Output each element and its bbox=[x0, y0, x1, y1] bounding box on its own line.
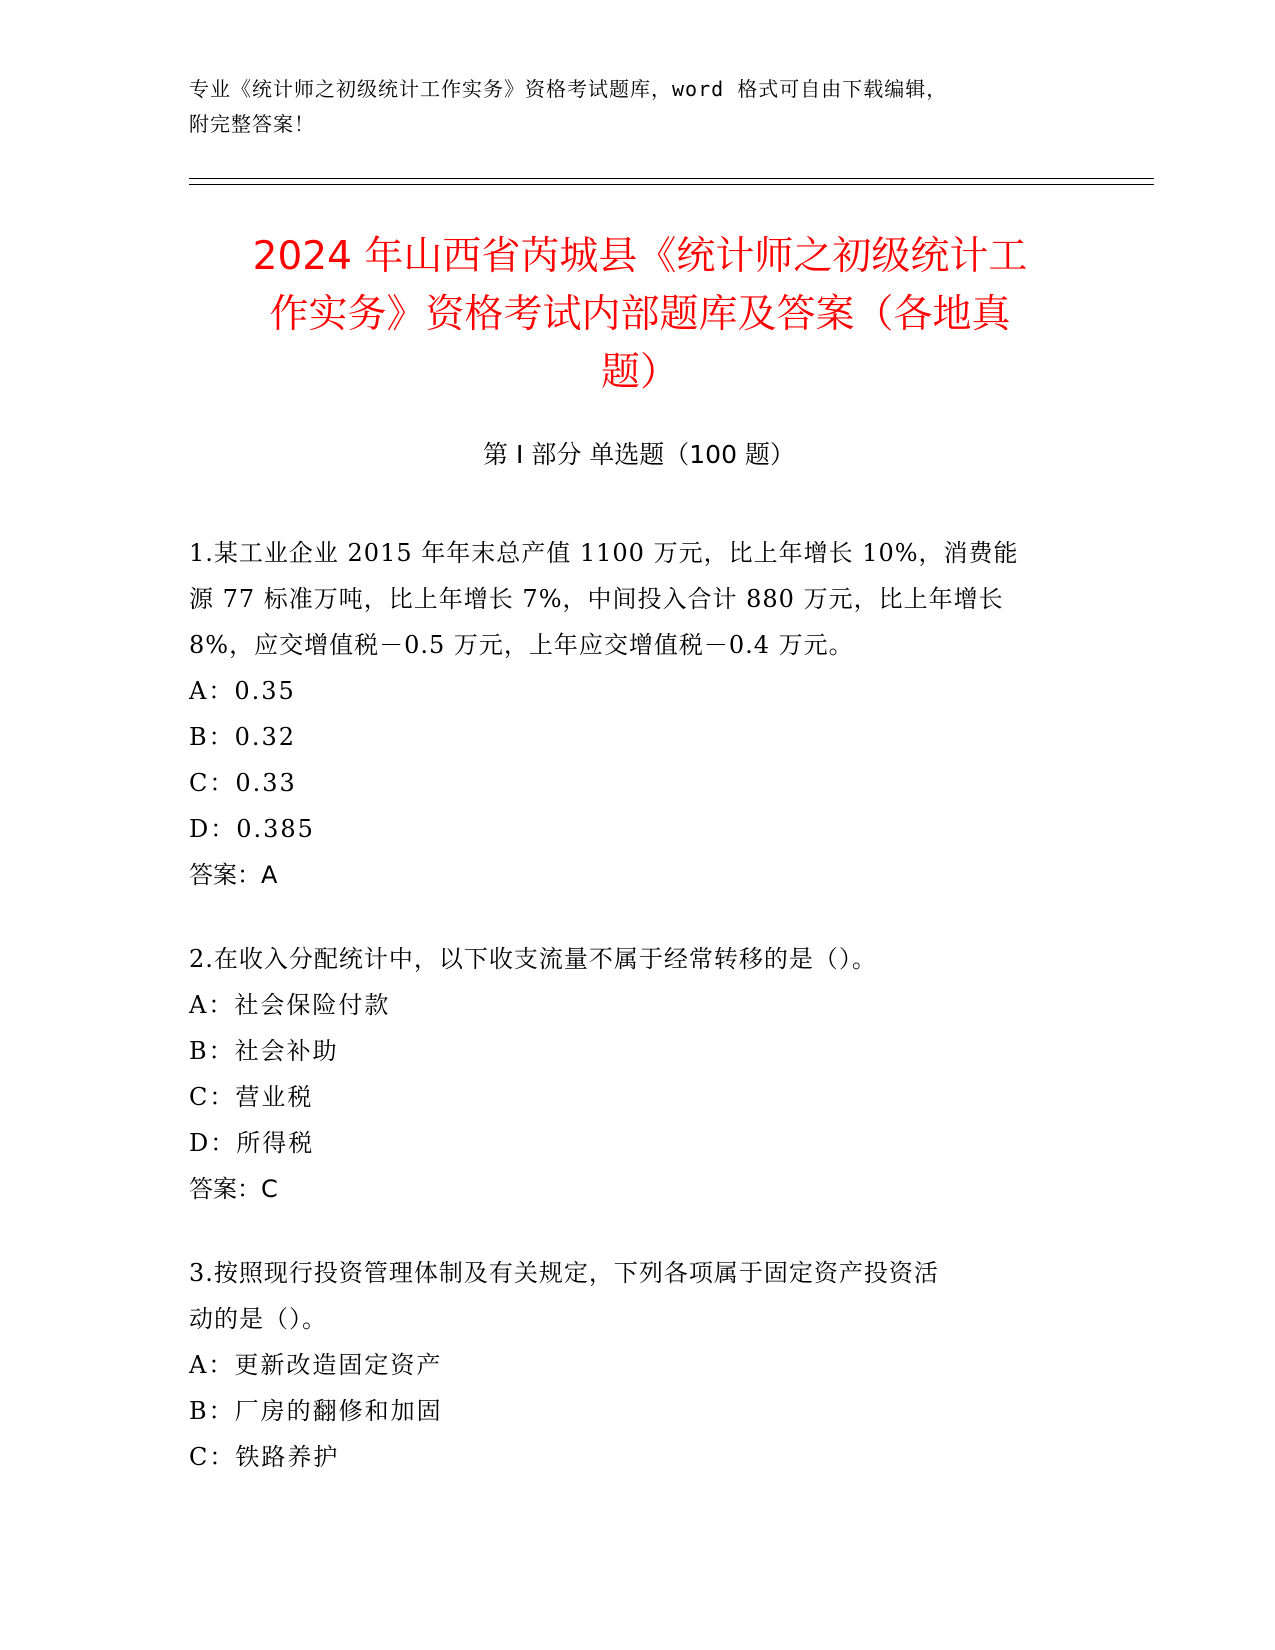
question-3 bbox=[189, 1250, 1079, 1480]
header-divider bbox=[189, 178, 1154, 185]
answer: 答案：C bbox=[189, 1175, 278, 1203]
section-title: 第 I 部分 单选题（100 题） bbox=[483, 440, 795, 469]
option-c: C：铁路养护 bbox=[189, 1443, 340, 1471]
option-b: B：厂房的翻修和加固 bbox=[189, 1397, 443, 1425]
question-stem-line: 2.在收入分配统计中，以下收支流量不属于经常转移的是（）。 bbox=[189, 945, 877, 973]
option-a: A：0.35 bbox=[189, 677, 296, 705]
question-list bbox=[189, 530, 1079, 1518]
document-title bbox=[180, 228, 1100, 402]
option-b: B：0.32 bbox=[189, 723, 297, 751]
question-stem-line: 源 77 标准万吨，比上年增长 7%，中间投入合计 880 万元，比上年增长 bbox=[189, 585, 1004, 613]
question-stem-line: 动的是（）。 bbox=[189, 1305, 327, 1333]
header-line-1: 专业《统计师之初级统计工作实务》资格考试题库，word 格式可自由下载编辑， bbox=[189, 77, 948, 101]
option-a: A：社会保险付款 bbox=[189, 991, 391, 1019]
option-d: D：所得税 bbox=[189, 1129, 315, 1157]
title-line-1: 2024 年山西省芮城县《统计师之初级统计工 bbox=[252, 234, 1028, 279]
option-b: B：社会补助 bbox=[189, 1037, 339, 1065]
title-line-3: 题） bbox=[600, 350, 679, 395]
header-line-2: 附完整答案！ bbox=[189, 112, 315, 136]
question-1 bbox=[189, 530, 1079, 898]
question-stem-line: 1.某工业企业 2015 年年末总产值 1100 万元，比上年增长 10%，消费能 bbox=[189, 539, 1019, 567]
title-line-2: 作实务》资格考试内部题库及答案（各地真 bbox=[269, 292, 1011, 337]
question-2 bbox=[189, 936, 1079, 1212]
page-header bbox=[189, 72, 1089, 142]
option-a: A：更新改造固定资产 bbox=[189, 1351, 443, 1379]
option-d: D：0.385 bbox=[189, 815, 315, 843]
question-stem-line: 8%，应交增值税－0.5 万元，上年应交增值税－0.4 万元。 bbox=[189, 631, 854, 659]
answer: 答案：A bbox=[189, 861, 278, 889]
question-stem-line: 3.按照现行投资管理体制及有关规定，下列各项属于固定资产投资活 bbox=[189, 1259, 939, 1287]
option-c: C：营业税 bbox=[189, 1083, 314, 1111]
option-c: C：0.33 bbox=[189, 769, 297, 797]
